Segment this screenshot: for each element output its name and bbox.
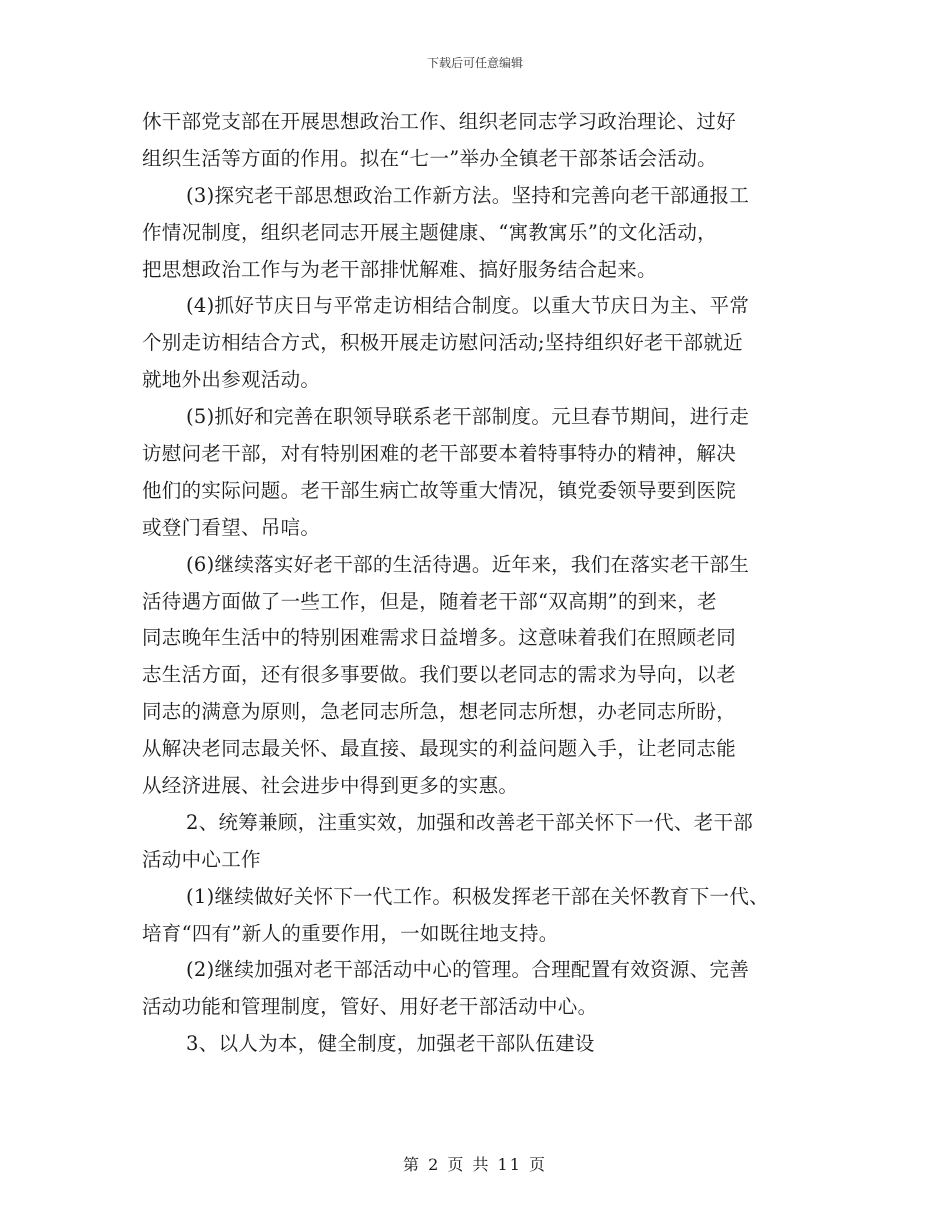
paragraph-first-line: (4)抓好节庆日与平常走访相结合制度。以重大节庆日为主、平常 bbox=[186, 294, 750, 318]
paragraph-first-line: (6)继续落实好老干部的生活待遇。近年来，我们在落实老干部生 bbox=[186, 552, 750, 576]
paragraph-line: 从经济进展、社会进步中得到更多的实惠。 bbox=[142, 774, 519, 798]
paragraph-line: 活动功能和管理制度，管好、用好老干部活动中心。 bbox=[142, 995, 598, 1019]
paragraph-line: 活动中心工作 bbox=[142, 847, 261, 871]
paragraph-line: 作情况制度，组织老同志开展主题健康、“寓教寓乐”的文化活动， bbox=[142, 220, 717, 244]
page-header: 下载后可任意编辑 bbox=[426, 56, 523, 70]
paragraph-line: 或登门看望、吊唁。 bbox=[142, 515, 321, 539]
paragraph-line: 同志晚年生活中的特别困难需求日益增多。这意味着我们在照顾老同 bbox=[142, 626, 737, 650]
paragraph-line: 个别走访相结合方式，积极开展走访慰问活动;坚持组织好老干部就近 bbox=[142, 331, 743, 355]
paragraph-line: 访慰问老干部，对有特别困难的老干部要本着特事特办的精神，解决 bbox=[142, 442, 737, 466]
paragraph-line: 组织生活等方面的作用。拟在“七一”举办全镇老干部茶话会活动。 bbox=[142, 146, 717, 170]
paragraph-line: 同志的满意为原则，急老同志所急，想老同志所想，办老同志所盼， bbox=[142, 700, 737, 724]
paragraph-line: 他们的实际问题。老干部生病亡故等重大情况，镇党委领导要到医院 bbox=[142, 478, 737, 502]
paragraph-line: 把思想政治工作与为老干部排忧解难、搞好服务结合起来。 bbox=[142, 257, 657, 281]
paragraph-first-line: (2)继续加强对老干部活动中心的管理。合理配置有效资源、完善 bbox=[186, 958, 750, 982]
paragraph-line: 从解决老同志最关怀、最直接、最现实的利益问题入手，让老同志能 bbox=[142, 737, 737, 761]
paragraph-line: 休干部党支部在开展思想政治工作、组织老同志学习政治理论、过好 bbox=[142, 110, 737, 133]
paragraph-first-line: 2、统筹兼顾，注重实效，加强和改善老干部关怀下一代、老干部 bbox=[186, 810, 754, 834]
paragraph-first-line: (1)继续做好关怀下一代工作。积极发挥老干部在关怀教育下一代、 bbox=[186, 884, 769, 908]
paragraph-line: 活待遇方面做了一些工作，但是，随着老干部“双高期”的到来，老 bbox=[142, 589, 717, 613]
document-body bbox=[142, 104, 832, 1063]
paragraph-line: 就地外出参观活动。 bbox=[142, 368, 321, 392]
paragraph-first-line: (5)抓好和完善在职领导联系老干部制度。元旦春节期间，进行走 bbox=[186, 405, 750, 429]
paragraph-first-line: 3、以人为本，健全制度，加强老干部队伍建设 bbox=[186, 1032, 595, 1056]
paragraph-line: 培育“四有”新人的重要作用，一如既往地支持。 bbox=[142, 921, 559, 945]
page-footer: 第 2 页 共 11 页 bbox=[403, 1155, 547, 1174]
paragraph-first-line: (3)探究老干部思想政治工作新方法。坚持和完善向老干部通报工 bbox=[186, 183, 750, 207]
paragraph-line: 志生活方面，还有很多事要做。我们要以老同志的需求为导向，以老 bbox=[142, 663, 737, 687]
